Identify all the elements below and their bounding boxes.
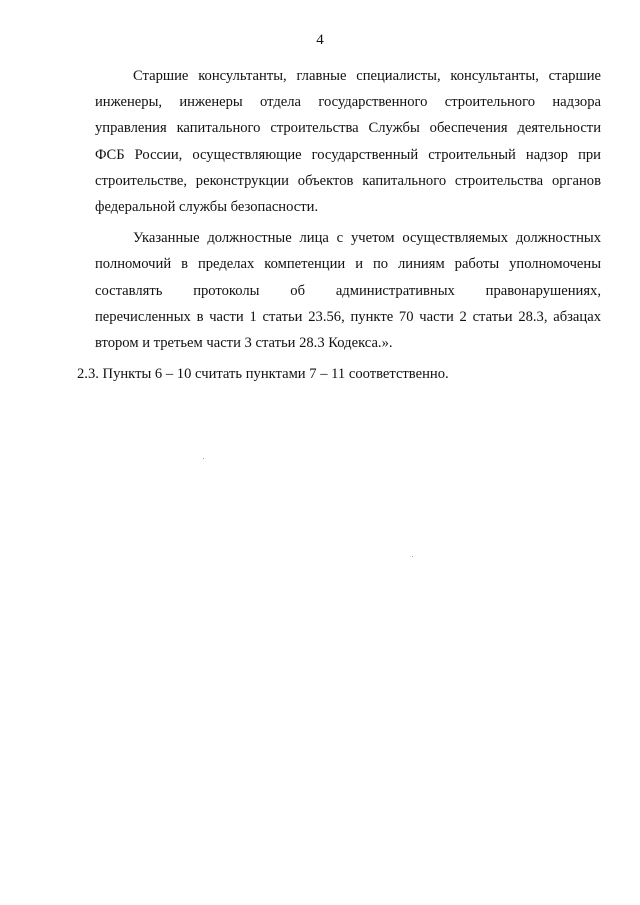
paragraph-authority	[95, 225, 601, 356]
scan-speck	[412, 556, 413, 557]
point-2-3: 2.3. Пункты 6 – 10 считать пунктами 7 – 11 соответственно.	[77, 366, 449, 383]
text-line: Указанные должностные лица с учетом осуществляемых должностных	[133, 230, 601, 247]
text-line: федеральной службы безопасности.	[95, 199, 319, 216]
text-line: полномочий в пределах компетенции и по линиям работы уполномочены	[95, 256, 601, 273]
document-body	[77, 63, 601, 387]
scan-speck	[203, 458, 204, 459]
text-line: инженеры, инженеры отдела государственного строительного надзора	[95, 94, 601, 111]
text-line: перечисленных в части 1 статьи 23.56, пункте 70 части 2 статьи 28.3, абзацах	[95, 308, 601, 325]
paragraph-officials	[95, 63, 601, 220]
text-line: управления капитального строительства Службы обеспечения деятельности	[95, 120, 601, 137]
text-line: Старшие консультанты, главные специалисты, консультанты, старшие	[133, 68, 601, 84]
text-line: втором и третьем части 3 статьи 28.3 Кодекса.».	[95, 335, 393, 352]
page-number: 4	[316, 32, 324, 48]
text-line: ФСБ России, осуществляющие государственный строительный надзор при	[95, 146, 601, 163]
text-line: составлять протоколы об административных правонарушениях,	[95, 282, 601, 299]
text-line: строительстве, реконструкции объектов капитального строительства органов	[95, 172, 601, 189]
